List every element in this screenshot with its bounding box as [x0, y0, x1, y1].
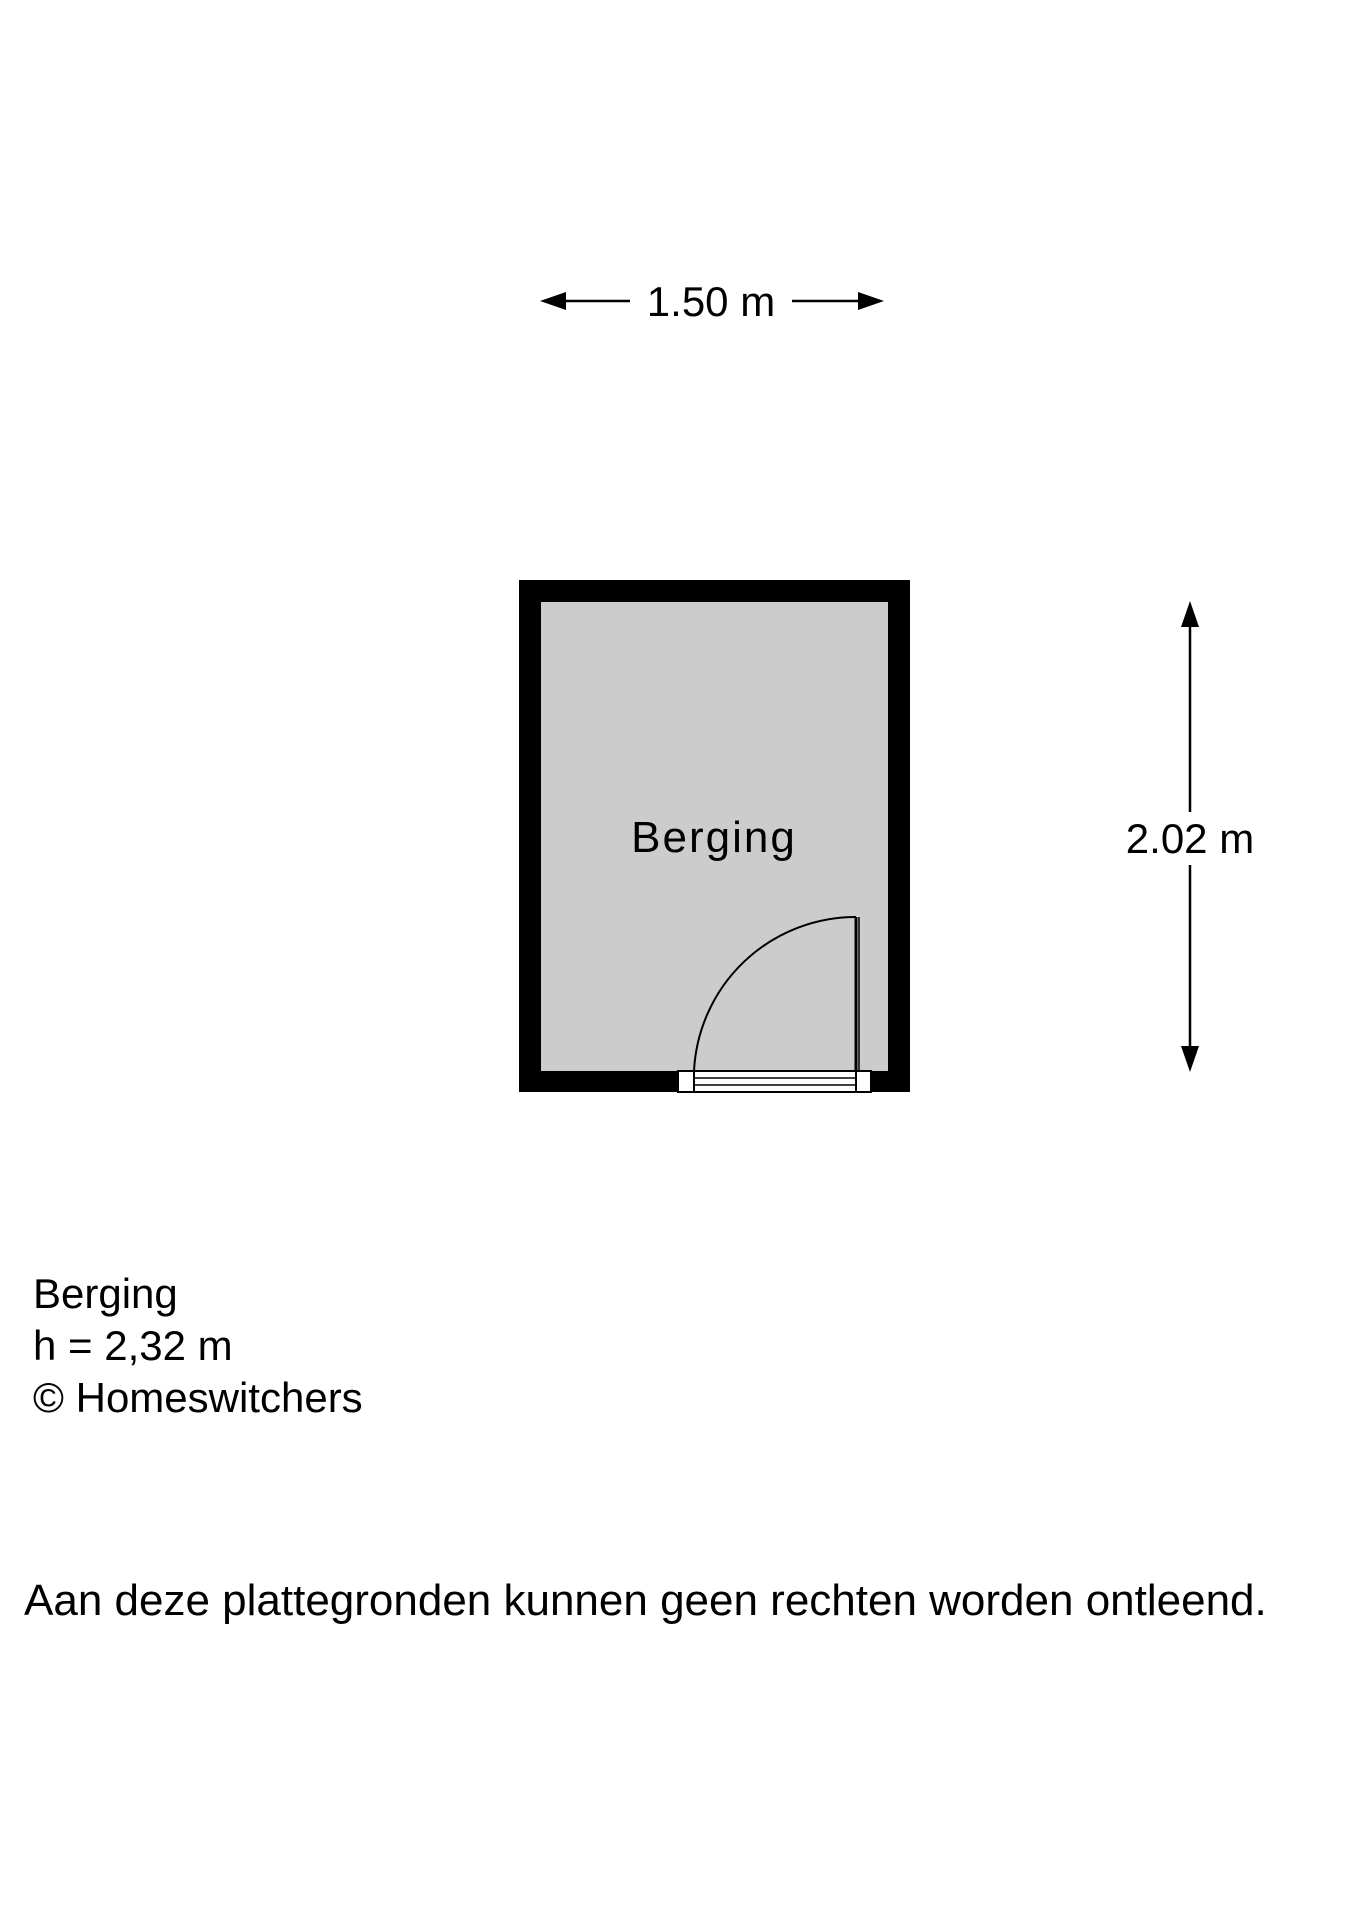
- copyright-notice: © Homeswitchers: [33, 1374, 363, 1421]
- door-threshold: [678, 1071, 871, 1092]
- disclaimer-text: Aan deze plattegronden kunnen geen rechten worden ontleend.: [24, 1576, 1267, 1625]
- width-label: 1.50 m: [646, 278, 776, 325]
- depth-arrow-top-head: [1181, 601, 1199, 627]
- depth-dimension: [1126, 601, 1254, 1072]
- width-dimension: [540, 278, 884, 325]
- door-opening: [678, 1071, 871, 1092]
- room-label: Berging: [631, 813, 797, 862]
- room-name: Berging: [33, 1270, 178, 1317]
- door-jamb-right: [856, 1071, 871, 1092]
- depth-arrow-bottom-head: [1181, 1046, 1199, 1072]
- width-arrow-right-head: [858, 292, 884, 310]
- depth-label: 2.02 m: [1125, 815, 1255, 862]
- room-info: [33, 1268, 363, 1424]
- room-height: h = 2,32 m: [33, 1322, 233, 1369]
- door-jamb-left: [678, 1071, 694, 1092]
- width-arrow-left-head: [540, 292, 566, 310]
